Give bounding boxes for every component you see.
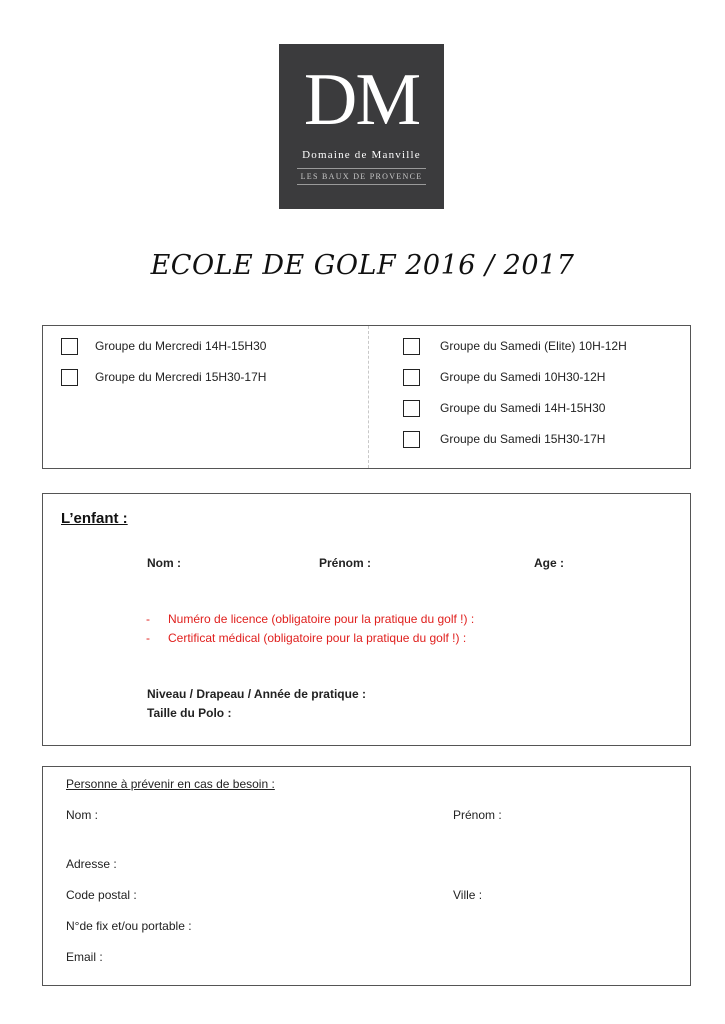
bullet-dash: - bbox=[146, 631, 150, 645]
logo-name: Domaine de Manville bbox=[302, 149, 421, 161]
contact-telephone-label: N°de fix et/ou portable : bbox=[66, 919, 192, 933]
checkbox[interactable] bbox=[61, 338, 78, 355]
bullet-dash: - bbox=[146, 612, 150, 626]
logo-monogram: DM bbox=[303, 59, 420, 141]
contact-code-postal-label: Code postal : bbox=[66, 888, 137, 902]
child-nom-label: Nom : bbox=[147, 556, 181, 570]
logo-rule-bottom bbox=[297, 184, 426, 185]
polo-size-label: Taille du Polo : bbox=[147, 706, 232, 720]
contact-email-label: Email : bbox=[66, 950, 103, 964]
column-divider bbox=[368, 326, 369, 468]
group-label: Groupe du Samedi (Elite) 10H-12H bbox=[440, 339, 627, 353]
contact-section-heading: Personne à prévenir en cas de besoin : bbox=[66, 777, 275, 791]
checkbox[interactable] bbox=[403, 400, 420, 417]
checkbox[interactable] bbox=[403, 431, 420, 448]
group-label: Groupe du Samedi 15H30-17H bbox=[440, 432, 606, 446]
child-age-label: Age : bbox=[534, 556, 564, 570]
page-title: ECOLE DE GOLF 2016 / 2017 bbox=[150, 250, 575, 281]
contact-adresse-label: Adresse : bbox=[66, 857, 117, 871]
contact-prenom-label: Prénom : bbox=[453, 808, 502, 822]
contact-nom-label: Nom : bbox=[66, 808, 99, 822]
domaine-de-manville-logo bbox=[279, 44, 444, 209]
group-label: Groupe du Samedi 14H-15H30 bbox=[440, 401, 606, 415]
group-label: Groupe du Mercredi 14H-15H30 bbox=[95, 339, 267, 353]
checkbox[interactable] bbox=[403, 369, 420, 386]
child-info-box bbox=[42, 493, 691, 746]
checkbox[interactable] bbox=[403, 338, 420, 355]
certificat-label: Certificat médical (obligatoire pour la pratique du golf !) : bbox=[168, 631, 467, 645]
group-label: Groupe du Mercredi 15H30-17H bbox=[95, 370, 267, 384]
contact-ville-label: Ville : bbox=[453, 888, 483, 902]
logo-subtitle: LES BAUX DE PROVENCE bbox=[300, 172, 423, 181]
checkbox[interactable] bbox=[61, 369, 78, 386]
child-prenom-label: Prénom : bbox=[319, 556, 372, 570]
group-label: Groupe du Samedi 10H30-12H bbox=[440, 370, 606, 384]
niveau-label: Niveau / Drapeau / Année de pratique : bbox=[147, 687, 366, 701]
licence-label: Numéro de licence (obligatoire pour la pratique du golf !) : bbox=[168, 612, 475, 626]
group-selection-box bbox=[42, 325, 691, 469]
emergency-contact-box bbox=[42, 766, 691, 986]
child-section-heading: L’enfant : bbox=[61, 510, 128, 527]
logo-rule-top bbox=[297, 168, 426, 169]
